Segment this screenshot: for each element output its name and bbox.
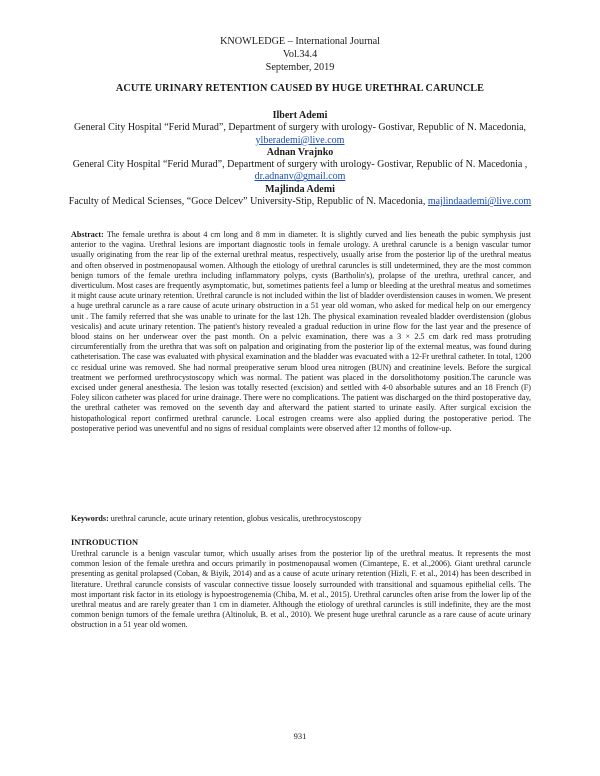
author-name: Ilbert Ademi [272,110,328,121]
author-affiliation [60,159,540,184]
author-affiliation [60,196,540,208]
introduction-text: Urethral caruncle is a benign vascular tumor, which usually arises from the posterior lip of the urethral meatus. It represents the most common lesion of the female urethra and occurs primarily in postmenopausal women (Cimantepe, E. et al.,2006). Giant urethral caruncle presenting as genital prolapsed (Coban, & Biyik, 2014) and as a cause of acute urinary retention (Hizli, F. et al., 2014) has been described in literature. Urethral caruncle consists of vascular connective tissue loosely surrounded with transitional and squamous epithelial cells. The most important risk factor in its etiology is hypoestrogenemia (Chiba, M. et al., 2015). Urethral caruncles often arise from the lower lip of the urethral meatus and are rarely greater than 1 cm in diameter. Although the etiology of urethral caruncles is still indefinite, they are the most common benign tumors of the female urethra (Altinoluk, B. et al., 2010). We present huge urethral caruncle as a rare cause of acute urinary obstruction in a 51 year old women. [71,549,531,630]
keywords [71,514,531,524]
author-email-link[interactable]: ylberademi@live.com [255,134,345,146]
keywords-text: urethral caruncle, acute urinary retention, globus vesicalis, urethrocystoscopy [110,514,362,523]
abstract [71,230,531,434]
page-number: 931 [293,731,307,741]
keywords-label: Keywords: [71,514,109,523]
journal-volume: Vol.34.4 [282,49,318,60]
author-email-link[interactable]: dr.adnanv@gmail.com [254,171,346,183]
author-name: Majlinda Ademi [265,183,335,195]
section-heading-introduction: INTRODUCTION [71,538,139,547]
affiliation-text: General City Hospital “Ferid Murad”, Department of surgery with urology- Gostivar, Republic of N. Macedonia , [72,159,528,171]
journal-header [0,35,600,74]
affiliation-text: Faculty of Medical Scienses, “Goce Delcev” University-Stip, Republic of N. Macedonia, [68,196,428,208]
journal-name: KNOWLEDGE – International Journal [220,36,380,47]
author-name: Adnan Vrajnko [266,146,334,158]
abstract-text: The female urethra is about 4 cm long and 8 mm in diameter. It is slightly curved and lies beneath the pubic symphysis just anterior to the vagina. Urethral lesions are important diagnostic tools in female urology. A urethral caruncle is a benign vascular tumor usually originating from the rear lip of the external urethral meatus, respectively, usually arise from the posterior lip of the urethral meatus and often observed in postmenopausal women. Although the etiology of urethral caruncles is still undetermined, they are the most common benign tumors of the female urethra including inflammatory polyps, cysts (Bartholin's), prolapse of the urethra, urethral cancer, and diverticulum. Most cases are frequently asymptomatic, but, sometimes patients feel a lump or bleeding at the urethral meatus and sometimes it might cause acute urinary retention. Urethral caruncle is not included within the list of bladder overdistension causes in women. We present a huge urethral caruncle as a rare cause of acute urinary obstruction in a 51 year old woman, who asked for medical help on our emergency unit . The family referred that she was unable to urinate for the last 12h. The physical examination revealed bladder overdistension (globus vesicalis) and acute urinary retention. The patient's history revealed a gradual reduction in urine flow for the last year and the presence of blood stains on her underwear over the past month. On a pelvic examination, there was a 3 × 2.5 cm dark red mass protruding circumferentially from the urethra that was soft on palpation and originating from the posterior lip of the external meatus, was found during catheterisation. The case was evaluated with physical examination and the bladder was evacuated with a 12-Fr urethral catheter. In total, 1200 cc residual urine was removed. She had normal preoperative serum blood urea nitrogen (BUN) and creatinine levels. Before the surgical treatment we performed urethrocystoscopy which was normal. The patient was placed in the dorsolithotomy position.The caruncle was excised under general anesthesia. The lesion was totally resected (excision) and settled with 4-0 absorbable sutures and an 18 French (F) Foley silicon catheter was placed for urine drainage. There were no complications. The patient was discharged on the third postoperative day, the urethral catheter was removed on the seventh day and afterward the patient started to urinate easily. After surgical excision the histopathological report confirmed urethral caruncle. Local estrogen creams were also applied during the postoperative period. The postoperative period was uneventful and no signs of residual complaints were observed after 12 months of follow-up. [71,230,531,433]
paper-title: ACUTE URINARY RETENTION CAUSED BY HUGE URETHRAL CARUNCLE [115,83,485,94]
abstract-label: Abstract: [71,230,104,239]
author-affiliation [60,122,540,147]
affiliation-text: General City Hospital “Ferid Murad”, Department of surgery with urology- Gostivar, Republic of N. Macedonia, [73,122,527,134]
author-block [60,110,540,208]
author-email-link[interactable]: majlindaademi@live.com [427,196,532,208]
journal-date: September, 2019 [265,62,335,73]
